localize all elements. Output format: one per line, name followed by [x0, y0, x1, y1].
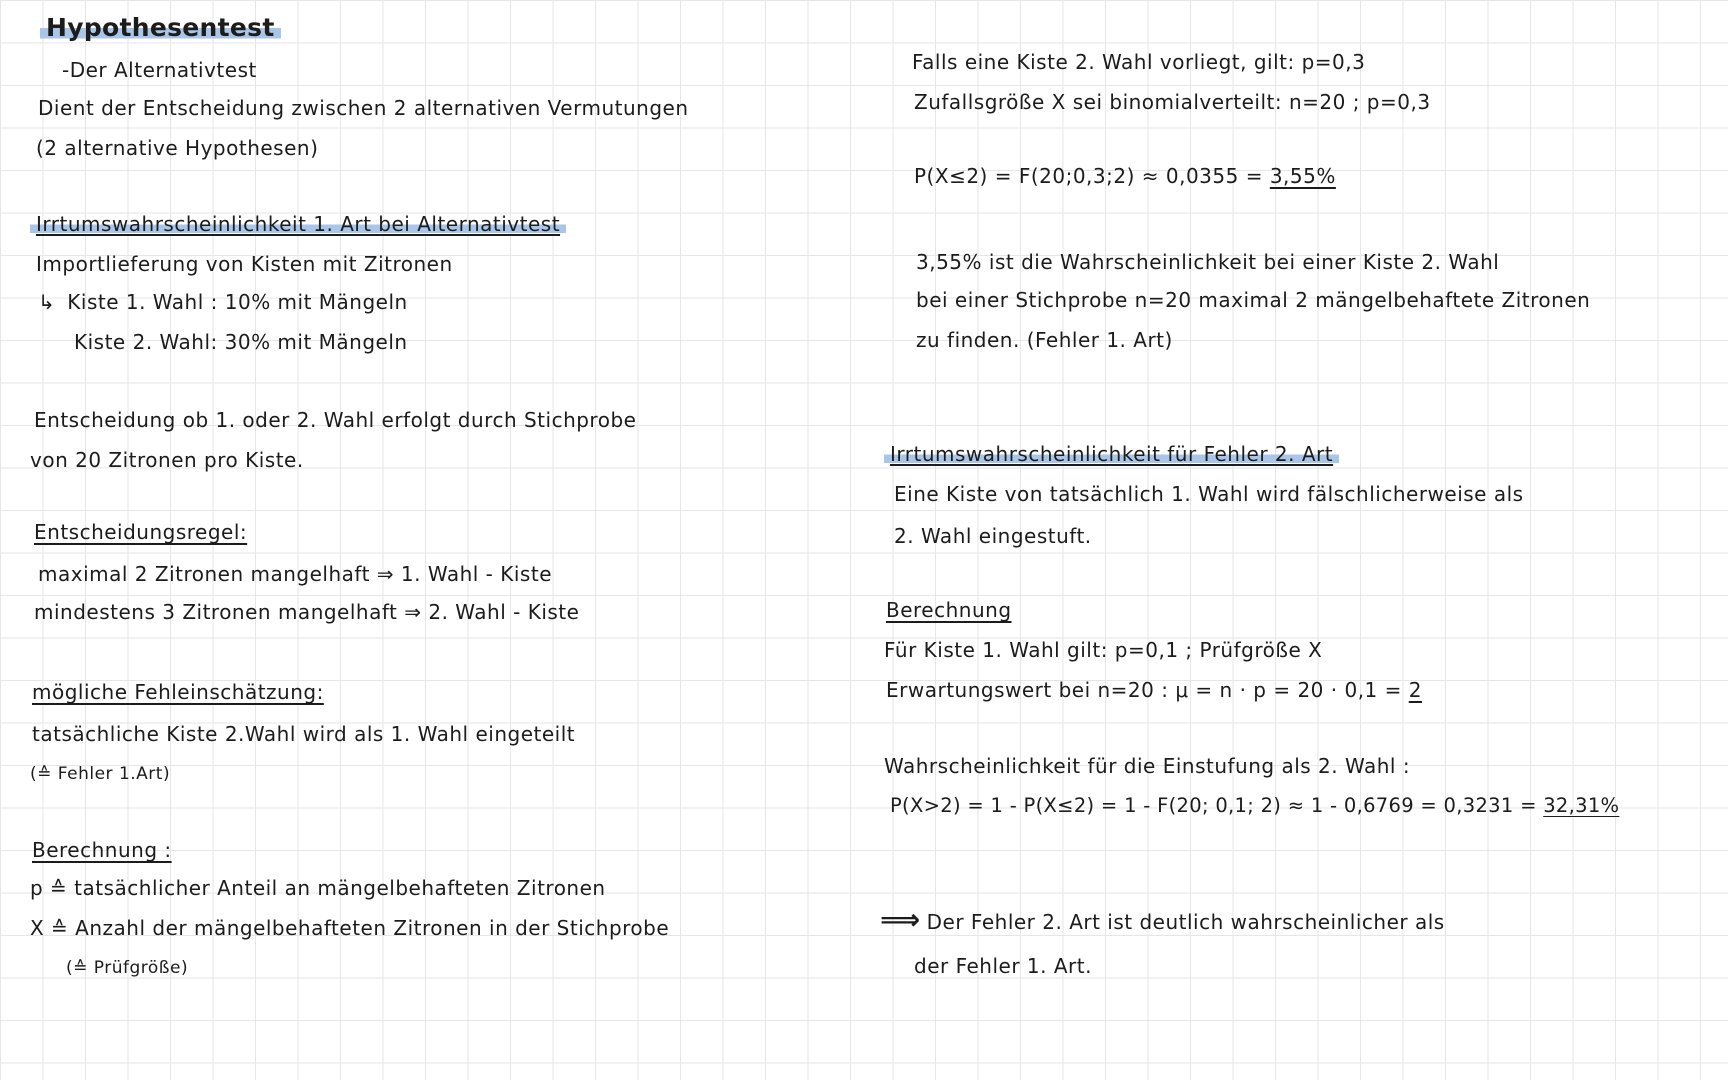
left-calc-heading: Berechnung : — [32, 838, 172, 862]
calc-x-line: X ≙ Anzahl der mängelbehafteten Zitronen in der Stichprobe — [30, 916, 670, 940]
intro-line-1: Dient der Entscheidung zwischen 2 alternativen Vermutungen — [38, 96, 689, 120]
section1-heading — [30, 210, 566, 238]
error-line-2: (≙ Fehler 1.Art) — [30, 764, 171, 784]
decision-line-1: Entscheidung ob 1. oder 2. Wahl erfolgt durch Stichprobe — [34, 408, 637, 432]
conclusion-text-1: Der Fehler 2. Art ist deutlich wahrscheinlicher als — [926, 910, 1445, 934]
rule-heading: Entscheidungsregel: — [34, 520, 248, 544]
prob2-heading: Wahrscheinlichkeit für die Einstufung als 2. Wahl : — [884, 754, 1411, 778]
rule-line-2: mindestens 3 Zitronen mangelhaft ⇒ 2. Wahl - Kiste — [34, 600, 580, 624]
error-line-1: tatsächliche Kiste 2.Wahl wird als 1. Wahl eingeteilt — [32, 722, 576, 746]
prob2-result: 32,31% — [1543, 794, 1620, 817]
definition-line-2: 2. Wahl eingestuft. — [894, 524, 1092, 548]
right-calc-line-2 — [886, 676, 1422, 704]
prob2-formula: P(X>2) = 1 - P(X≤2) = 1 - F(20; 0,1; 2) ≈ 1 - 0,6769 = 0,3231 = — [890, 794, 1544, 817]
prob2-line — [890, 792, 1619, 820]
conclusion-line-1 — [880, 903, 1445, 936]
expected-value-result: 2 — [1408, 678, 1422, 702]
subtitle: -Der Alternativtest — [62, 58, 257, 82]
import-line: Importlieferung von Kisten mit Zitronen — [36, 252, 453, 276]
case-line: Falls eine Kiste 2. Wahl vorliegt, gilt: p=0,3 — [912, 50, 1366, 74]
choice1-text: Kiste 1. Wahl : 10% mit Mängeln — [67, 290, 408, 314]
conclusion-line-2: der Fehler 1. Art. — [914, 954, 1092, 978]
probability-formula: P(X≤2) = F(20;0,3;2) ≈ 0,0355 = — [914, 164, 1270, 188]
section2-heading-text: Irrtumswahrscheinlichkeit für Fehler 2. Art — [884, 442, 1339, 466]
right-calc-line-1: Für Kiste 1. Wahl gilt: p=0,1 ; Prüfgröße X — [884, 638, 1323, 662]
interpretation-line-1: 3,55% ist die Wahrscheinlichkeit bei einer Kiste 2. Wahl — [916, 250, 1500, 274]
calc-p-line: p ≙ tatsächlicher Anteil an mängelbehafteten Zitronen — [30, 876, 606, 900]
section1-heading-text: Irrtumswahrscheinlichkeit 1. Art bei Alternativtest — [30, 212, 566, 236]
calc-x-line-2: (≙ Prüfgröße) — [66, 958, 189, 978]
rule-line-1: maximal 2 Zitronen mangelhaft ⇒ 1. Wahl - Kiste — [38, 562, 552, 586]
random-variable-line: Zufallsgröße X sei binomialverteilt: n=20 ; p=0,3 — [914, 90, 1431, 114]
implies-arrow-icon: ⟹ — [880, 903, 921, 936]
right-calc-heading: Berechnung — [886, 598, 1012, 622]
return-arrow-icon: ↳ — [38, 290, 56, 314]
expected-value-formula: Erwartungswert bei n=20 : μ = n · p = 20 · 0,1 = — [886, 678, 1409, 702]
probability-result: 3,55% — [1269, 164, 1336, 188]
error-heading: mögliche Fehleinschätzung: — [32, 680, 324, 704]
section2-heading — [884, 440, 1339, 468]
interpretation-line-2: bei einer Stichprobe n=20 maximal 2 mängelbehaftete Zitronen — [916, 288, 1591, 312]
interpretation-line-3: zu finden. (Fehler 1. Art) — [916, 328, 1173, 352]
page-title — [40, 14, 281, 42]
probability-line — [914, 162, 1336, 190]
page-title-text: Hypothesentest — [40, 13, 281, 42]
definition-line-1: Eine Kiste von tatsächlich 1. Wahl wird fälschlicherweise als — [894, 482, 1524, 506]
choice2-line: Kiste 2. Wahl: 30% mit Mängeln — [74, 330, 408, 354]
intro-line-2: (2 alternative Hypothesen) — [36, 136, 319, 160]
decision-line-2: von 20 Zitronen pro Kiste. — [30, 448, 304, 472]
choice1-line — [38, 288, 408, 316]
